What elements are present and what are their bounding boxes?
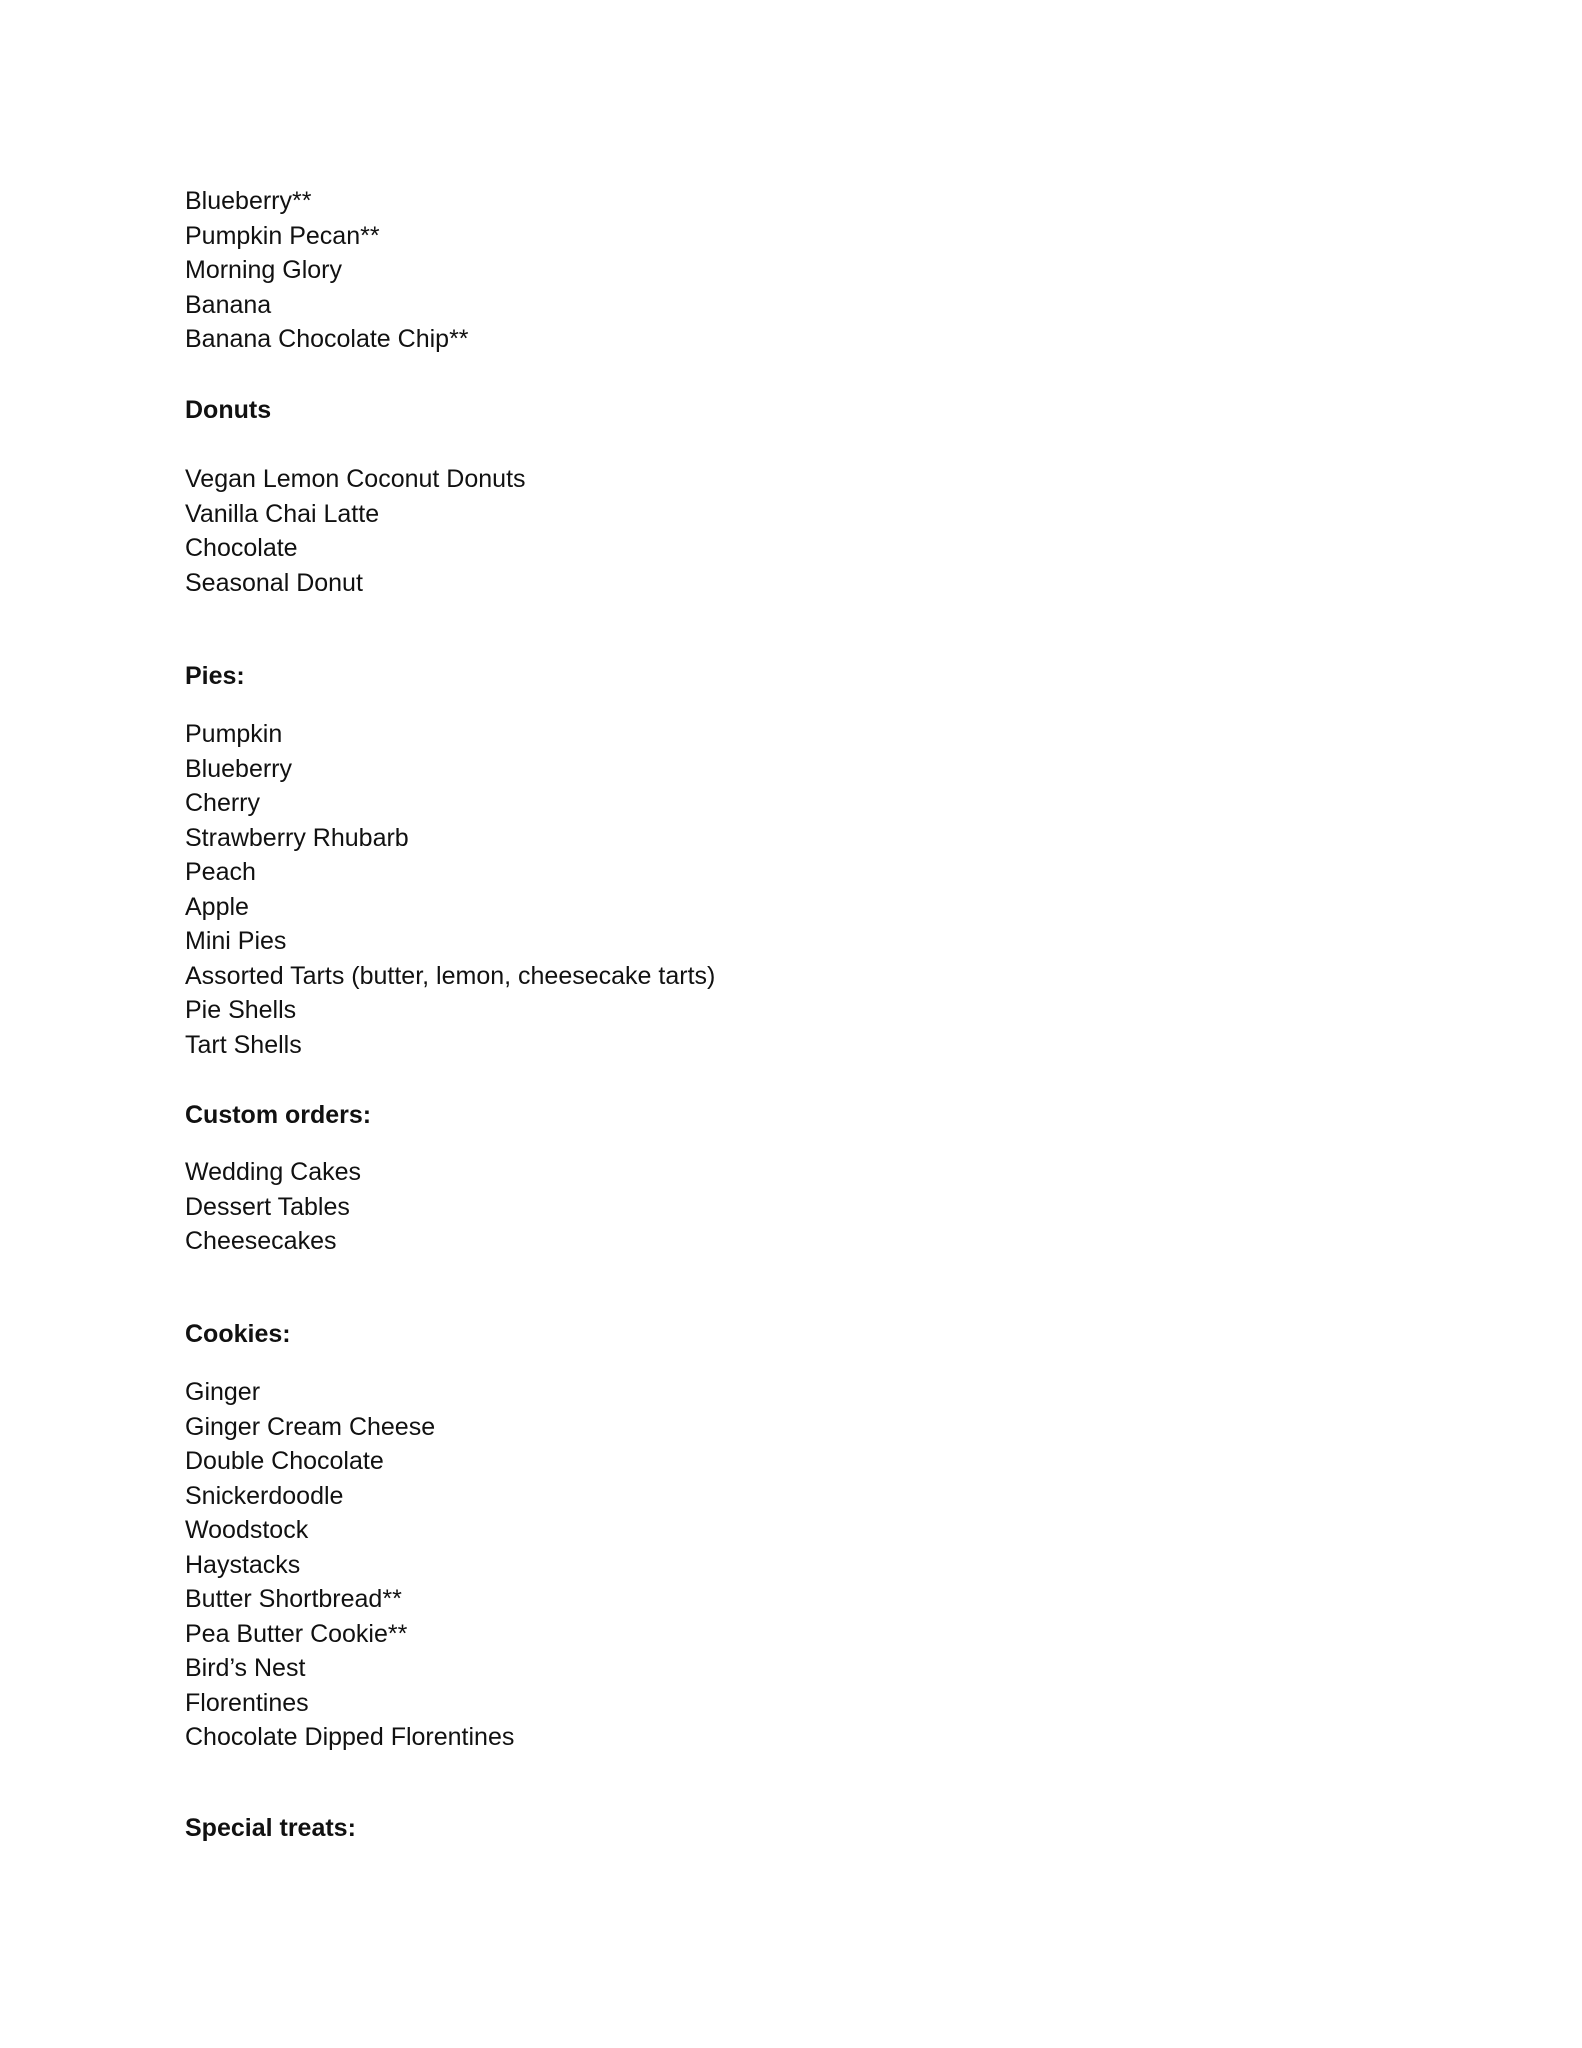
pies-list: [185, 717, 715, 1062]
list-item: Strawberry Rhubarb: [185, 823, 409, 852]
muffin-list: [185, 184, 469, 357]
donuts-heading: Donuts: [185, 396, 272, 424]
list-item: Blueberry: [185, 754, 292, 783]
pies-heading: Pies:: [185, 662, 245, 690]
cookies-heading: Cookies:: [185, 1320, 291, 1348]
list-item: Vegan Lemon Coconut Donuts: [185, 465, 526, 493]
list-item: Blueberry**: [185, 187, 312, 215]
list-item: Peach: [185, 858, 256, 886]
list-item: Mini Pies: [185, 927, 287, 955]
list-item: Pumpkin Pecan**: [185, 221, 380, 250]
list-item: Butter Shortbread**: [185, 1585, 402, 1613]
list-item: Cheesecakes: [185, 1227, 337, 1255]
custom-orders-list: [185, 1155, 361, 1259]
list-item: Dessert Tables: [185, 1192, 350, 1221]
list-item: Morning Glory: [185, 256, 342, 284]
list-item: Ginger: [185, 1378, 261, 1406]
list-item: Cherry: [185, 789, 261, 817]
list-item: Tart Shells: [185, 1030, 302, 1059]
list-item: Bird’s Nest: [185, 1654, 306, 1682]
list-item: Pea Butter Cookie**: [185, 1619, 408, 1648]
list-item: Wedding Cakes: [185, 1158, 362, 1186]
list-item: Woodstock: [185, 1516, 309, 1544]
custom-orders-heading: Custom orders:: [185, 1101, 372, 1129]
list-item: Pumpkin: [185, 720, 283, 748]
list-item: Ginger Cream Cheese: [185, 1412, 436, 1441]
list-item: Assorted Tarts (butter, lemon, cheesecake tarts): [185, 961, 716, 990]
list-item: Banana: [185, 290, 272, 319]
list-item: Snickerdoodle: [185, 1481, 344, 1510]
list-item: Pie Shells: [185, 996, 297, 1024]
list-item: Florentines: [185, 1688, 309, 1717]
list-item: Vanilla Chai Latte: [185, 499, 380, 528]
list-item: Seasonal Donut: [185, 568, 363, 597]
list-item: Chocolate: [185, 534, 298, 562]
list-item: Apple: [185, 892, 249, 921]
special-treats-heading: Special treats:: [185, 1814, 356, 1842]
list-item: Double Chocolate: [185, 1447, 384, 1475]
list-item: Banana Chocolate Chip**: [185, 325, 469, 353]
cookies-list: [185, 1375, 514, 1755]
list-item: Haystacks: [185, 1550, 301, 1579]
list-item: Chocolate Dipped Florentines: [185, 1723, 515, 1751]
donuts-list: [185, 462, 526, 600]
